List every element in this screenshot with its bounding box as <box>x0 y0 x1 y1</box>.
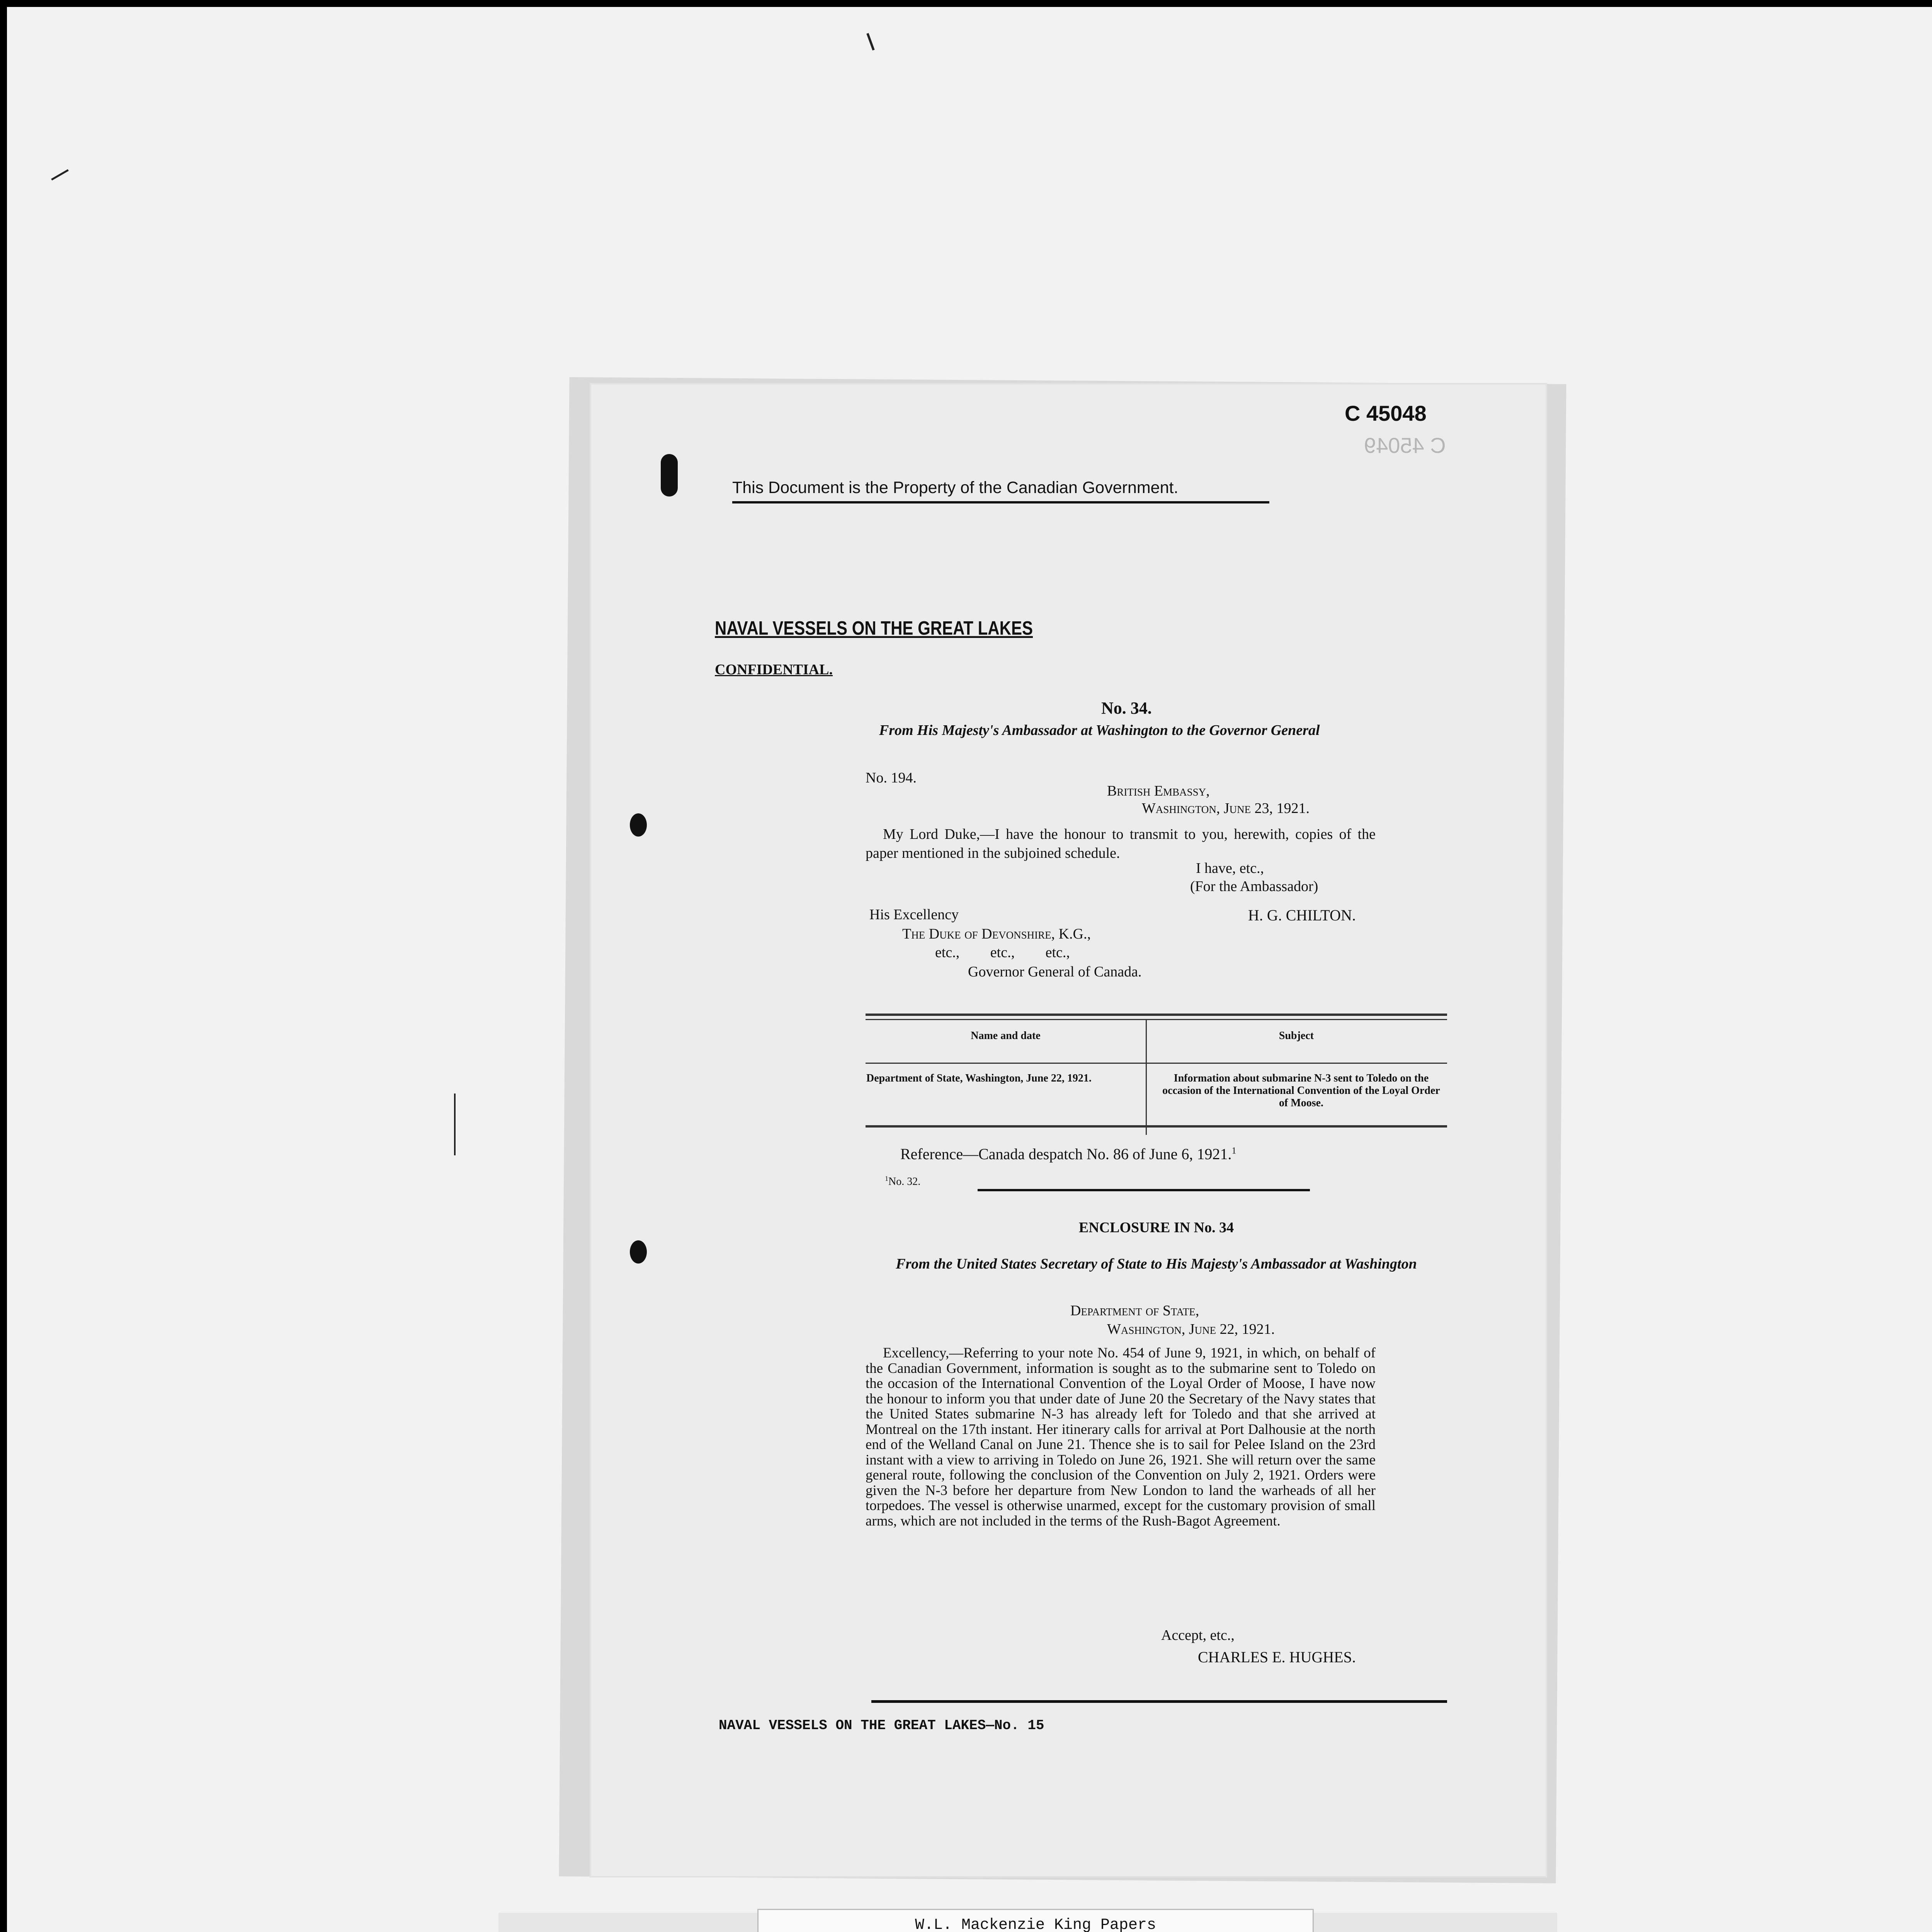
section-divider <box>978 1189 1310 1191</box>
collection-line-1: W.L. Mackenzie King Papers <box>915 1917 1156 1932</box>
footnote-marker: 1 <box>1231 1146 1236 1156</box>
table-rule-header <box>866 1063 1447 1064</box>
closing-2: (For the Ambassador) <box>1190 878 1318 895</box>
letter-body: My Lord Duke,—I have the honour to transmit to you, herewith, copies of the paper mentioned in the subjoined schedule. <box>866 826 1376 861</box>
file-number: C 45048 <box>1345 401 1427 425</box>
binder-hole <box>630 1240 647 1264</box>
ghost-file-number: C 45049 <box>1364 433 1446 457</box>
enclosure-title: ENCLOSURE IN No. 34 <box>1078 1219 1234 1236</box>
reference-number: No. 194. <box>866 770 917 786</box>
document-number: No. 34. <box>1101 699 1152 718</box>
enclosure-place-2: Washington, June 22, 1921. <box>1107 1321 1275 1337</box>
series-title: NAVAL VESSELS ON THE GREAT LAKES <box>715 617 1033 639</box>
binder-hole <box>630 813 647 837</box>
addressee-2: The Duke of Devonshire, K.G., <box>902 926 1091 942</box>
footer: NAVAL VESSELS ON THE GREAT LAKES—No. 15 <box>719 1718 1044 1733</box>
property-notice: This Document is the Property of the Canadian Government. <box>732 478 1179 497</box>
place-line-1: British Embassy, <box>1107 783 1210 799</box>
property-underline <box>732 501 1269 503</box>
film-mark <box>454 1094 456 1155</box>
footnote-marker: 1 <box>885 1175 888 1182</box>
table-header: Subject <box>1279 1030 1314 1042</box>
addressee-3: etc., etc., etc., <box>935 944 1070 961</box>
enclosure-signature: CHARLES E. HUGHES. <box>1198 1648 1356 1666</box>
footer-rule <box>871 1700 1447 1703</box>
enclosure-closing: Accept, etc., <box>1161 1627 1235 1643</box>
addressee-4: Governor General of Canada. <box>968 964 1142 980</box>
reference-line <box>900 1145 1236 1163</box>
addressee-1: His Excellency <box>869 906 959 923</box>
table-cell: Information about submarine N-3 sent to Toledo on the occasion of the International Convention of the Loyal Order of Moose. <box>1162 1072 1440 1109</box>
table-cell: Department of State, Washington, June 22, 1921. <box>866 1072 1092 1084</box>
from-line: From His Majesty's Ambassador at Washington to the Governor General <box>879 722 1320 738</box>
closing-1: I have, etc., <box>1196 860 1264 876</box>
enclosure-from: From the United States Secretary of State to His Majesty's Ambassador at Washington <box>896 1256 1417 1272</box>
footnote-text: No. 32. <box>888 1175 921 1188</box>
table-rule-top <box>866 1019 1447 1020</box>
collection-label <box>757 1909 1314 1932</box>
reference-text: Reference—Canada despatch No. 86 of June 6, 1921. <box>900 1145 1232 1163</box>
classification: CONFIDENTIAL. <box>715 662 833 678</box>
enclosure-body: Excellency,—Referring to your note No. 454 of June 9, 1921, in which, on behalf of the Canadian Government, information is sought as to the submarine sent to Toledo on the occasion of the International Convention of the Loyal Order of Moose, I have now the honour to inform you that under date of June 20 the Secretary of the Navy states that the United States submarine N-3 has already left for Toledo and that she arrived at Montreal on the 17th instant. Her itinerary calls for arrival at Port Dalhousie at the north end of the Welland Canal on June 21. Thence she is to sail for Pelee Island on the 23rd instant with a view to arriving in Toledo on June 26, 1921. She will return over the same general route, following the conclusion of the Convention on July 2, 1921. Orders were given the N-3 before her departure from New London to land the warheads of all her torpedoes. The vessel is otherwise unarmed, except for the customary provision of small arms, which are not included in the terms of the Rush-Bagot Agreement. <box>866 1345 1376 1529</box>
enclosure-place-1: Department of State, <box>1070 1303 1199 1319</box>
table-header: Name and date <box>971 1030 1041 1042</box>
document-page <box>591 384 1546 1876</box>
place-line-2: Washington, June 23, 1921. <box>1142 800 1310 816</box>
footnote <box>885 1175 920 1188</box>
table-rule-top <box>866 1014 1447 1016</box>
binder-hole <box>661 454 678 497</box>
table-rule-bottom <box>866 1125 1447 1128</box>
signature: H. G. CHILTON. <box>1248 906 1356 924</box>
